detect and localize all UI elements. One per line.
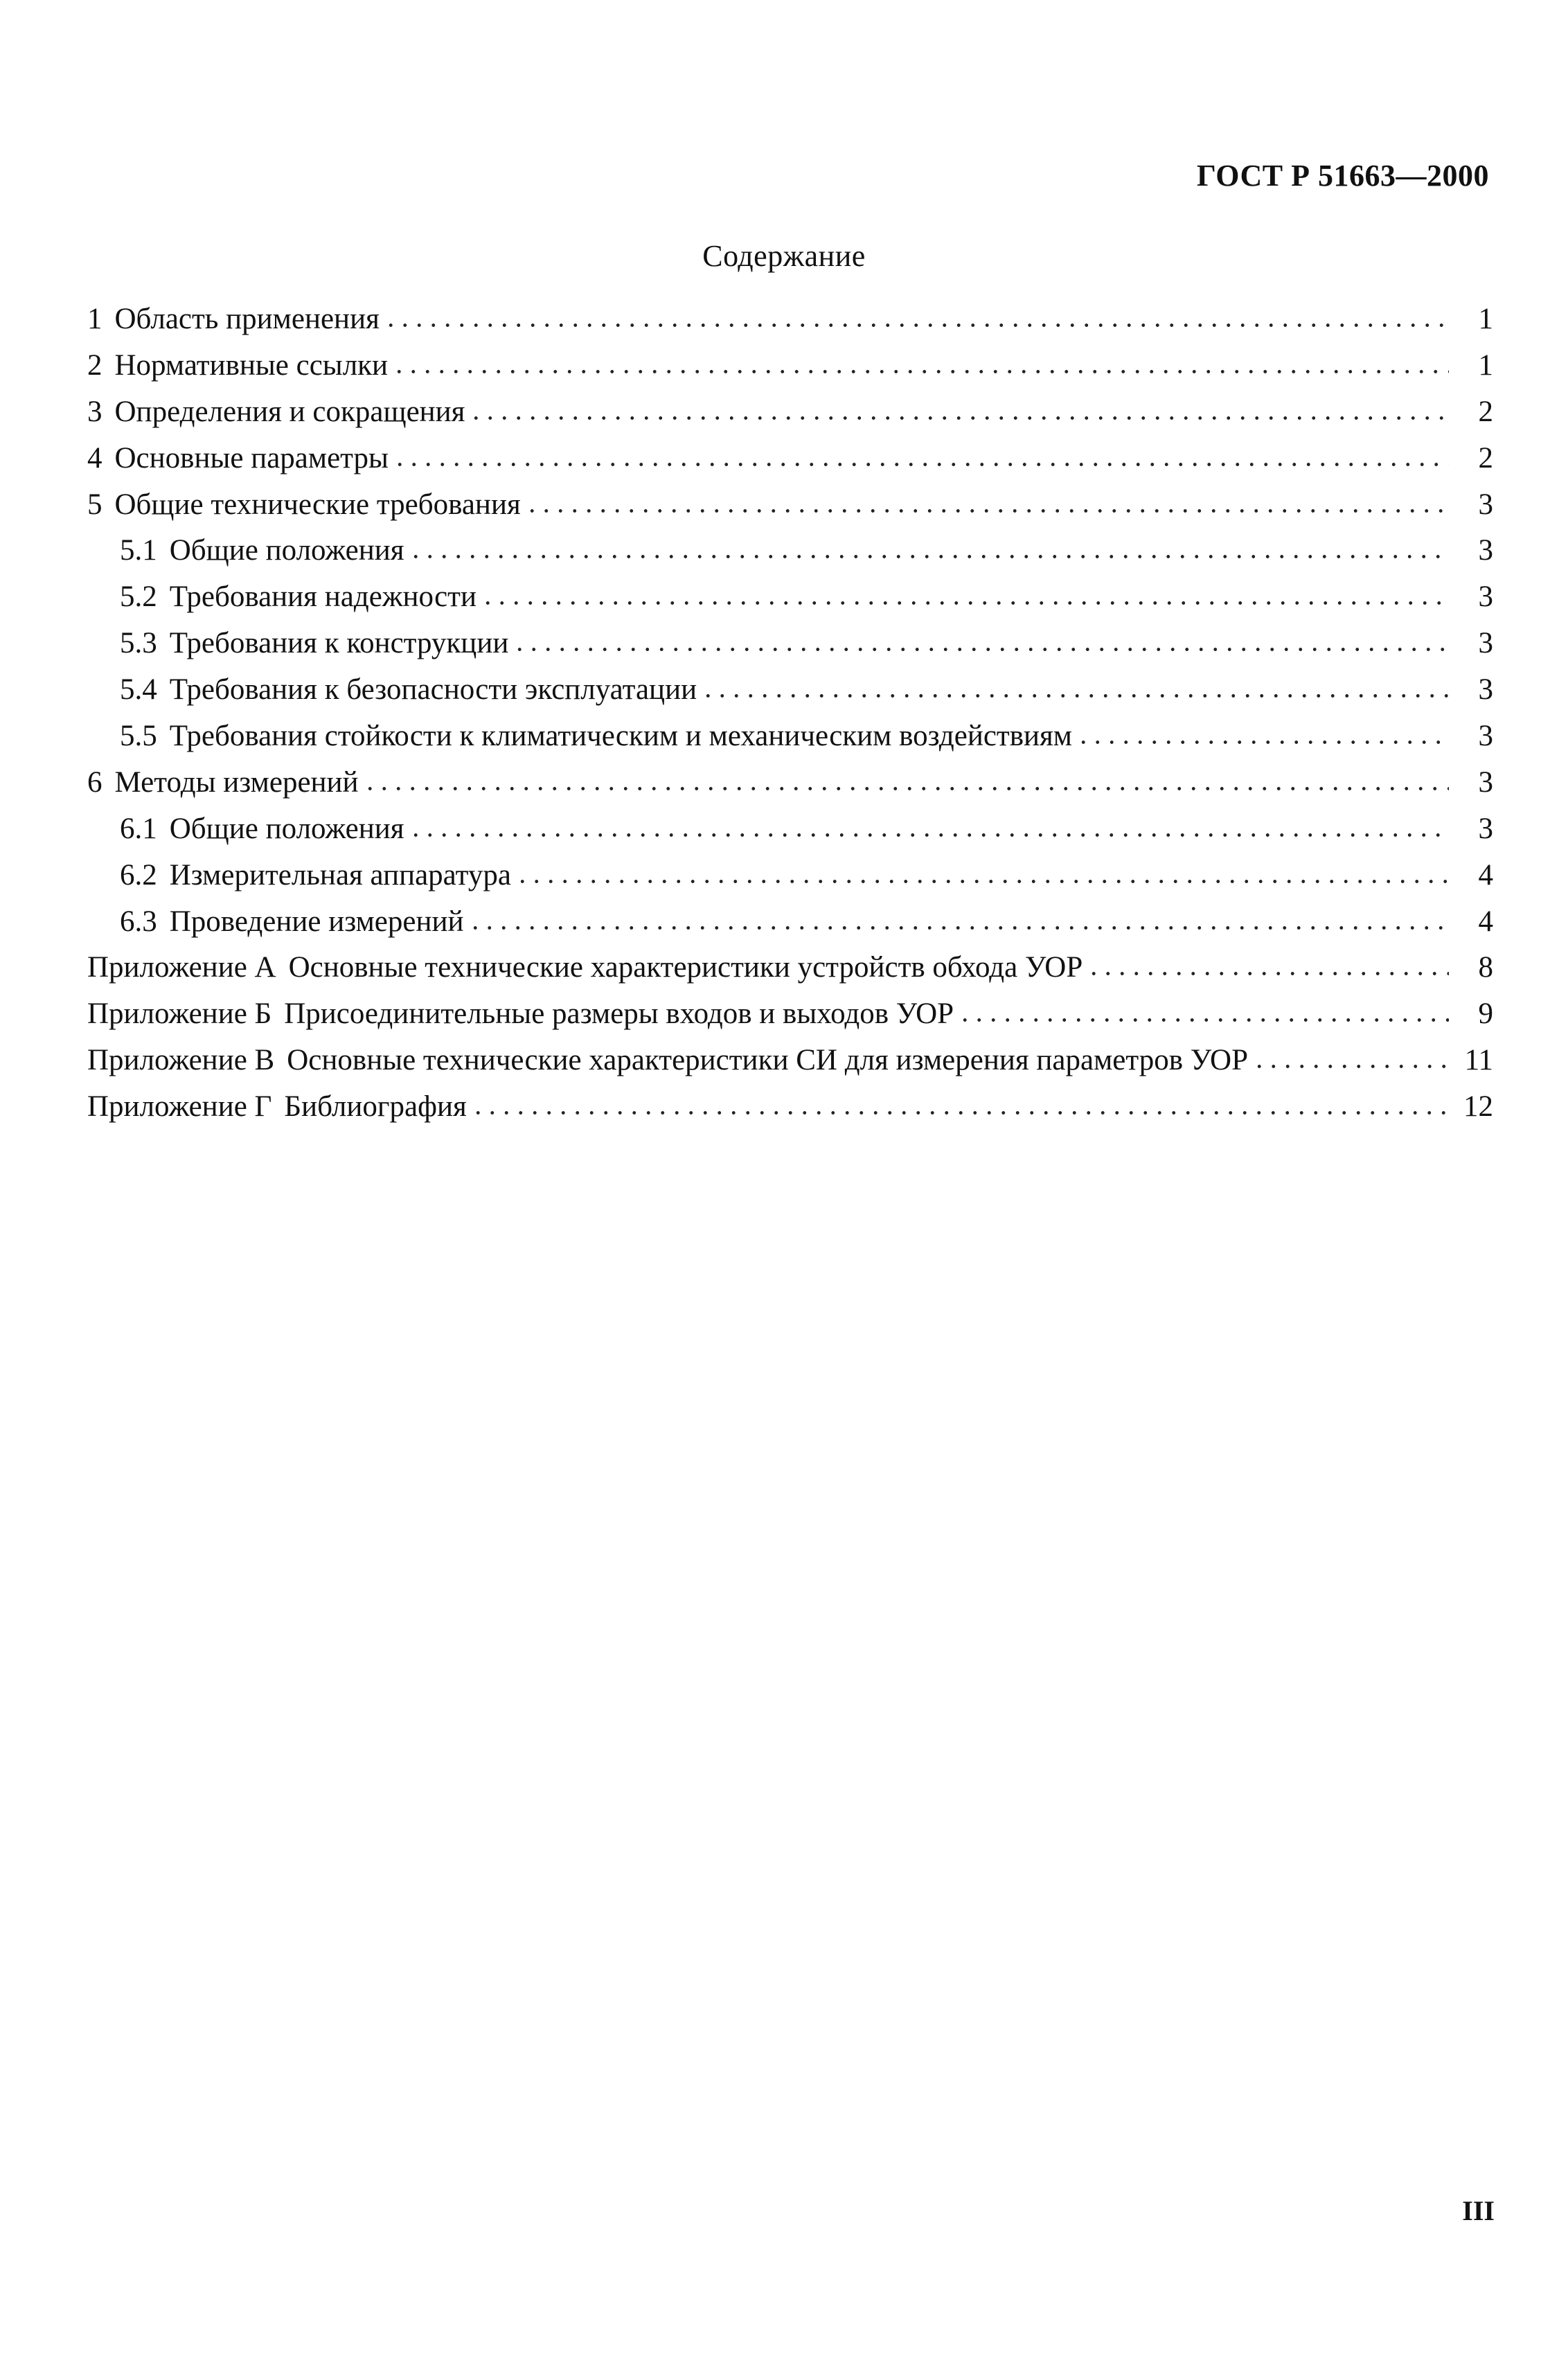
page-number: III [1462, 2195, 1495, 2226]
toc-entry-title: Проведение измерений [169, 905, 464, 938]
toc-entry-title: Основные технические характеристики устройств обхода УОР [288, 951, 1083, 984]
toc-entry-title: Общие положения [169, 812, 404, 845]
toc-entry-number: 2 [87, 348, 103, 382]
toc-subentry[interactable] [87, 673, 1493, 719]
toc-entry[interactable] [87, 441, 1493, 488]
toc-entry-page: 3 [1478, 534, 1493, 567]
toc-leader-dots [958, 1015, 1449, 1023]
toc-entry-page: 3 [1478, 673, 1493, 707]
toc-entry-label [87, 950, 1083, 984]
toc-entry-title: Требования стойкости к климатическим и механическим воздействиям [169, 720, 1073, 753]
toc-entry-page: 8 [1478, 951, 1493, 984]
toc-subentry[interactable] [87, 812, 1493, 858]
toc-entry-label [87, 765, 359, 799]
toc-entry-title: Область применения [114, 303, 380, 335]
toc-entry-label [120, 580, 476, 614]
document-code: ГОСТ Р 51663—2000 [1196, 159, 1489, 193]
toc-entry-title: Определения и сокращения [114, 395, 465, 428]
toc-leader-dots [513, 644, 1449, 653]
toc-entry-title: Общие технические требования [114, 488, 521, 521]
toc-entry-page: 1 [1478, 303, 1493, 335]
toc-leader-dots [471, 1108, 1449, 1116]
toc-entry[interactable] [87, 395, 1493, 441]
toc-entry-page: 3 [1478, 627, 1493, 660]
toc-leader-dots [363, 783, 1449, 792]
toc-entry-title: Библиография [284, 1090, 467, 1124]
toc-entry-page: 12 [1463, 1090, 1493, 1124]
toc-entry-title: Измерительная аппаратура [169, 858, 511, 891]
toc-entry-page: 9 [1478, 997, 1493, 1031]
toc-entry-label [87, 1090, 467, 1124]
toc-entry-title: Основные технические характеристики СИ для измерения параметров УОР [287, 1044, 1249, 1077]
toc-appendix-entry[interactable] [87, 1043, 1493, 1090]
table-of-contents [87, 302, 1493, 1136]
toc-entry-number: 6.1 [120, 812, 157, 845]
toc-entry-label [120, 812, 404, 846]
toc-subentry[interactable] [87, 719, 1493, 765]
toc-subentry[interactable] [87, 905, 1493, 951]
toc-leader-dots [409, 830, 1449, 838]
toc-entry-title: Присоединительные размеры входов и выходов УОР [284, 997, 954, 1031]
toc-entry-page: 3 [1478, 812, 1493, 845]
toc-entry-label [87, 997, 954, 1031]
toc-entry-number: 5.1 [120, 534, 157, 567]
toc-entry-label [120, 905, 464, 939]
toc-leader-dots [1252, 1061, 1449, 1070]
toc-entry-number: Приложение В [87, 1044, 275, 1077]
toc-entry-number: 5.4 [120, 673, 157, 707]
toc-entry-number: 5 [87, 488, 103, 521]
toc-entry-number: 6 [87, 765, 103, 799]
toc-leader-dots [469, 413, 1449, 421]
toc-subentry[interactable] [87, 626, 1493, 673]
toc-entry-label [87, 348, 388, 382]
toc-title: Содержание [702, 239, 866, 273]
toc-entry-page: 11 [1464, 1044, 1493, 1077]
toc-entry-title: Требования к безопасности эксплуатации [169, 673, 697, 707]
toc-leader-dots [1087, 968, 1449, 977]
toc-entry-page: 3 [1478, 580, 1493, 614]
toc-leader-dots [481, 598, 1449, 606]
toc-entry-number: 4 [87, 441, 103, 474]
toc-leader-dots [468, 923, 1449, 931]
toc-entry[interactable] [87, 302, 1493, 348]
toc-entry-page: 3 [1478, 765, 1493, 799]
toc-entry-title: Требования к конструкции [169, 627, 509, 660]
toc-entry-number: 6.2 [120, 858, 157, 891]
toc-entry-label [87, 1043, 1248, 1077]
toc-entry-label [87, 395, 465, 429]
toc-entry-label [87, 441, 389, 475]
toc-leader-dots [392, 366, 1449, 375]
toc-entry-number: Приложение А [87, 951, 276, 984]
toc-leader-dots [393, 459, 1449, 468]
toc-leader-dots [701, 691, 1449, 699]
toc-entry[interactable] [87, 488, 1493, 534]
toc-entry-title: Общие положения [169, 534, 404, 567]
toc-entry-title: Нормативные ссылки [114, 348, 389, 382]
toc-entry-number: 5.2 [120, 580, 157, 614]
toc-leader-dots [409, 551, 1449, 560]
toc-leader-dots [525, 506, 1449, 514]
toc-entry-label [120, 719, 1072, 753]
toc-entry-number: 6.3 [120, 905, 157, 938]
toc-subentry[interactable] [87, 858, 1493, 905]
toc-appendix-entry[interactable] [87, 950, 1493, 997]
toc-entry-page: 4 [1478, 858, 1493, 891]
toc-entry-title: Методы измерений [114, 765, 359, 799]
toc-leader-dots [384, 320, 1449, 328]
toc-entry-number: 3 [87, 395, 103, 428]
toc-entry[interactable] [87, 348, 1493, 395]
toc-entry-title: Требования надежности [169, 580, 476, 614]
toc-appendix-entry[interactable] [87, 1090, 1493, 1136]
toc-subentry[interactable] [87, 580, 1493, 626]
toc-entry-page: 3 [1478, 720, 1493, 753]
toc-entry-page: 2 [1478, 441, 1493, 474]
toc-entry-label [87, 488, 521, 522]
toc-entry-number: Приложение Б [87, 997, 272, 1031]
toc-entry-label [87, 302, 380, 336]
toc-entry-label [120, 626, 508, 660]
toc-entry-page: 4 [1478, 905, 1493, 938]
toc-leader-dots [515, 876, 1449, 885]
toc-entry-number: 5.3 [120, 627, 157, 660]
toc-entry-label [120, 673, 697, 707]
toc-leader-dots [1076, 737, 1449, 745]
toc-entry-page: 1 [1478, 348, 1493, 382]
toc-entry-page: 3 [1478, 488, 1493, 521]
toc-entry-title: Основные параметры [114, 441, 389, 474]
toc-appendix-entry[interactable] [87, 997, 1493, 1043]
toc-entry-label [120, 533, 404, 567]
toc-entry-number: 5.5 [120, 720, 157, 753]
toc-subentry[interactable] [87, 533, 1493, 580]
toc-entry-number: 1 [87, 303, 103, 335]
toc-entry-number: Приложение Г [87, 1090, 272, 1124]
toc-entry[interactable] [87, 765, 1493, 812]
toc-entry-page: 2 [1478, 395, 1493, 428]
toc-entry-label [120, 858, 511, 892]
